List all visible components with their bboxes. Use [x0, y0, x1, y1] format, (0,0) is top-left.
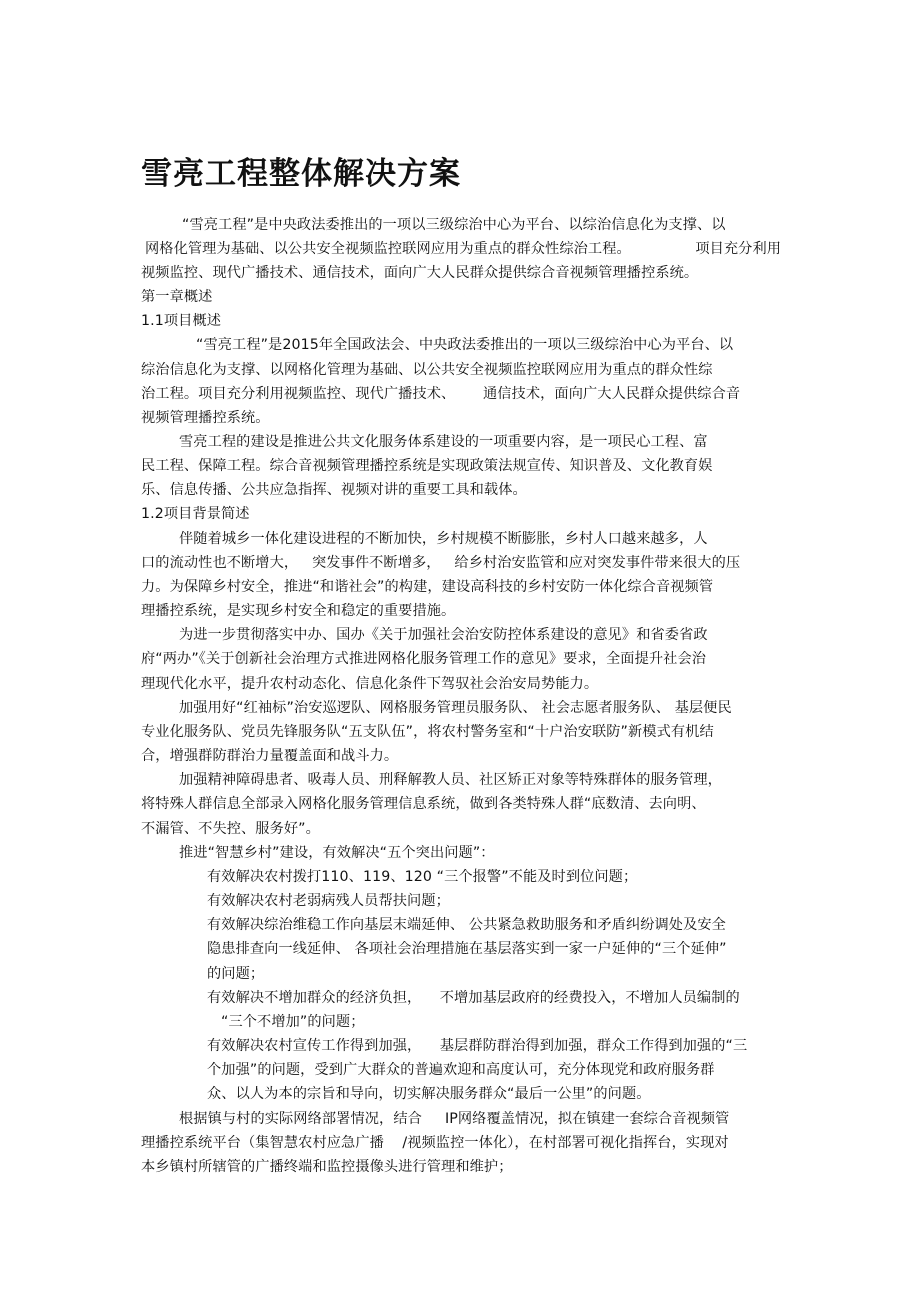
text-line: 网格化管理为基础、以公共安全视频监控联网应用为重点的群众性综治工程。 项目充分利用 — [145, 241, 782, 257]
text-line: 理播控系统平台（集智慧农村应急广播 /视频监控一体化），在村部署可视化指挥台，实现对 — [141, 1135, 729, 1151]
text-line: 推进“智慧乡村”建设，有效解决“五个突出问题”： — [179, 845, 495, 861]
text-line: 有效解决农村宣传工作得到加强， 基层群防群治得到加强，群众工作得到加强的“三 — [207, 1038, 748, 1054]
text-line: 1.1项目概述 — [141, 313, 222, 329]
text-line: 乐、信息传播、公共应急指挥、视频对讲的重要工具和载体。 — [141, 482, 527, 498]
text-line: 视频监控、现代广播技术、通信技术，面向广大人民群众提供综合音视频管理播控系统。 — [141, 265, 699, 281]
text-line: 府“两办”《关于创新社会治理方式推进网格化服务管理工作的意见》要求，全面提升社会治 — [141, 651, 707, 667]
text-line: “三个不增加”的问题； — [221, 1014, 365, 1030]
text-line: 的问题； — [207, 966, 265, 982]
text-line: 隐患排查向一线延伸、 各项社会治理措施在基层落实到一家一户延伸的“三个延伸” — [207, 941, 727, 957]
text-line: 本乡镇村所辖管的广播终端和监控摄像头进行管理和维护； — [141, 1159, 513, 1175]
text-line: 为进一步贯彻落实中办、国办《关于加强社会治安防控体系建设的意见》和省委省政 — [179, 627, 708, 643]
text-line: 治工程。项目充分利用视频监控、现代广播技术、 通信技术，面向广大人民群众提供综合音 — [141, 386, 741, 402]
text-line: “雪亮工程”是2015年全国政法会、中央政法委推出的一项以三级综治中心为平台、以 — [196, 337, 734, 353]
document-title: 雪亮工程整体解决方案 — [141, 156, 461, 192]
text-line: 1.2项目背景简述 — [141, 506, 250, 522]
text-line: 有效解决不增加群众的经济负担， 不增加基层政府的经费投入，不增加人员编制的 — [207, 990, 740, 1006]
text-line: 不漏管、不失控、服务好”。 — [141, 821, 320, 837]
text-line: 有效解决农村拨打110、119、120 “三个报警”不能及时到位问题； — [207, 869, 638, 885]
text-line: 专业化服务队、党员先锋服务队“五支队伍”，将农村警务室和“十户治安联防”新模式有机结 — [141, 724, 714, 740]
text-line: 合，增强群防群治力量覆盖面和战斗力。 — [141, 748, 399, 764]
text-line: 个加强”的问题，受到广大群众的普遍欢迎和高度认可，充分体现党和政府服务群 — [207, 1062, 715, 1078]
text-line: 口的流动性也不断增大， 突发事件不断增多， 给乡村治安监管和应对突发事件带来很大的压 — [141, 555, 741, 571]
text-line: 根据镇与村的实际网络部署情况，结合 IP网络覆盖情况，拟在镇建一套综合音视频管 — [179, 1111, 730, 1127]
text-line: 有效解决农村老弱病残人员帮扶问题； — [207, 893, 450, 909]
text-line: 将特殊人群信息全部录入网格化服务管理信息系统，做到各类特殊人群“底数清、去向明、 — [141, 796, 706, 812]
text-line: 综治信息化为支撑、以网格化管理为基础、以公共安全视频监控联网应用为重点的群众性综 — [141, 362, 713, 378]
text-line: 雪亮工程的建设是推进公共文化服务体系建设的一项重要内容，是一项民心工程、富 — [179, 434, 708, 450]
text-line: 加强用好“红袖标”治安巡逻队、网格服务管理员服务队、 社会志愿者服务队、 基层便民 — [179, 700, 732, 716]
text-line: 视频管理播控系统。 — [141, 410, 270, 426]
text-line: 有效解决综治维稳工作向基层末端延伸、 公共紧急救助服务和矛盾纠纷调处及安全 — [207, 917, 726, 933]
text-line: 力。为保障乡村安全，推进“和谐社会”的构建，建设高科技的乡村安防一体化综合音视频管 — [141, 579, 714, 595]
text-line: 第一章概述 — [141, 289, 213, 305]
text-line: 伴随着城乡一体化建设进程的不断加快，乡村规模不断膨胀，乡村人口越来越多，人 — [179, 531, 708, 547]
text-line: 理播控系统，是实现乡村安全和稳定的重要措施。 — [141, 603, 456, 619]
text-line: 众、以人为本的宗旨和导向，切实解决服务群众“最后一公里”的问题。 — [207, 1086, 651, 1102]
text-line: 加强精神障碍患者、吸毒人员、刑释解教人员、社区矫正对象等特殊群体的服务管理， — [179, 772, 722, 788]
text-line: 民工程、保障工程。综合音视频管理播控系统是实现政策法规宣传、知识普及、文化教育娱 — [141, 458, 713, 474]
text-line: 理现代化水平，提升农村动态化、信息化条件下驾驭社会治安局势能力。 — [141, 676, 599, 692]
text-line: “雪亮工程”是中央政法委推出的一项以三级综治中心为平台、以综治信息化为支撑、以 — [182, 217, 726, 233]
